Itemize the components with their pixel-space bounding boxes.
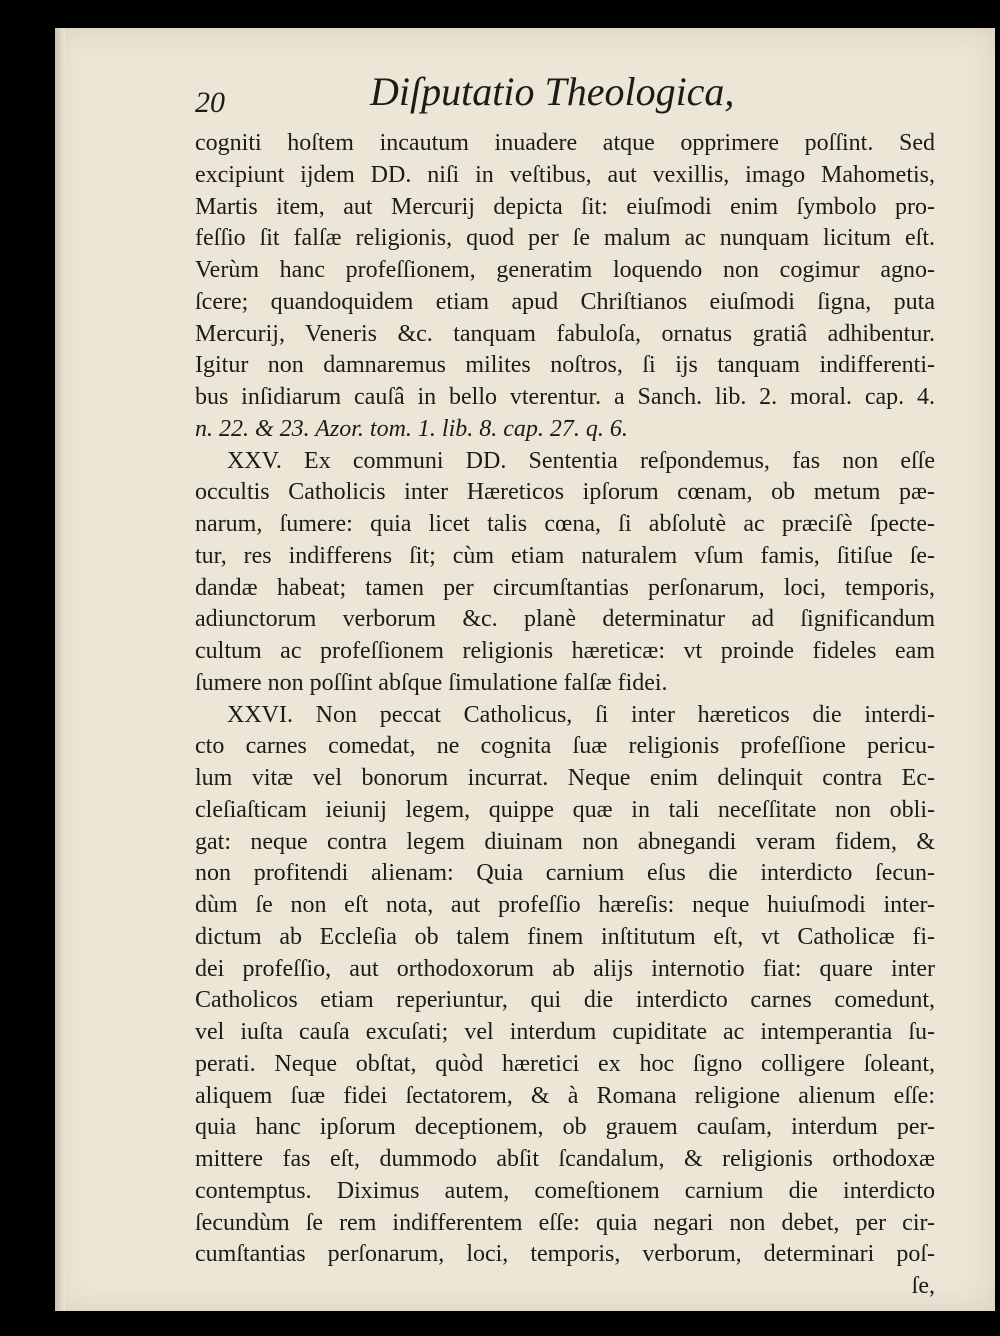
text-line: cultum ac profeſſionem religionis hæreticæ: vt proinde fideles eam <box>195 638 935 664</box>
text-line: cleſiaſticam ieiunij legem, quippe quæ in tali neceſſitate non obli- <box>195 796 935 823</box>
catchword: ſe, <box>911 1273 935 1299</box>
text-line: feſſio ſit falſæ religionis, quod per ſe malum ac nunquam licitum eſt. <box>195 225 935 252</box>
text-line: cto carnes comedat, ne cognita ſuæ religionis profeſſione pericu- <box>195 733 935 760</box>
text-line: tur, res indifferens ſit; cùm etiam naturalem vſum famis, ſitiſue ſe- <box>195 542 935 569</box>
text-line: mittere fas eſt, dummodo abſit ſcandalum, & religionis orthodoxæ <box>195 1146 935 1172</box>
book-page <box>55 28 995 1311</box>
text-line: ſumere non poſſint abſque ſimulatione falſæ fidei. <box>195 669 668 696</box>
text-line: Catholicos etiam reperiuntur, qui die interdicto carnes comedunt, <box>195 987 935 1014</box>
section-xxvi-start: XXVI. Non peccat Catholicus, ſi inter hæreticos die interdi- <box>227 701 935 728</box>
text-line: ſcere; quandoquidem etiam apud Chriſtianos eiuſmodi ſigna, puta <box>195 288 935 315</box>
text-line: lum vitæ vel bonorum incurrat. Neque enim delinquit contra Ec- <box>195 765 935 791</box>
page-number: 20 <box>195 86 225 119</box>
text-line: gat: neque contra legem diuinam non abnegandi veram fidem, & <box>195 828 935 855</box>
text-line: adiunctorum verborum &c. planè determinatur ad ſignificandum <box>195 606 935 633</box>
section-xxv-start: XXV. Ex communi DD. Sententia reſpondemus, fas non eſſe <box>227 447 935 474</box>
text-line: aliquem ſuæ fidei ſectatorem, & à Romana religione alienum eſſe: <box>195 1082 935 1109</box>
text-line: excipiunt ijdem DD. niſi in veſtibus, aut vexillis, imago Mahometis, <box>195 161 935 188</box>
text-line: occultis Catholicis inter Hæreticos ipſorum cœnam, ob metum pæ- <box>195 479 935 506</box>
text-line: quia hanc ipſorum deceptionem, ob grauem cauſam, interdum per- <box>195 1114 935 1141</box>
citation-line: n. 22. & 23. Azor. tom. 1. lib. 8. cap. 27. q. 6. <box>195 415 628 442</box>
text-line: non profitendi alienam: Quia carnium eſus die interdicto ſecun- <box>195 860 935 887</box>
text-line: Martis item, aut Mercurij depicta ſit: eiuſmodi enim ſymbolo pro- <box>195 193 935 220</box>
text-line: vel iuſta cauſa excuſati; vel interdum cupiditate ac intemperantia ſu- <box>195 1019 935 1045</box>
running-title: Diſputatio Theologica, <box>370 69 735 114</box>
text-line: dictum ab Eccleſia ob talem finem inſtitutum eſt, vt Catholicæ fi- <box>195 923 935 950</box>
text-line: ſecundùm ſe rem indifferentem eſſe: quia negari non debet, per cir- <box>195 1209 935 1236</box>
text-line: bus inſidiarum cauſâ in bello vterentur. a Sanch. lib. 2. moral. cap. 4. <box>195 384 935 410</box>
text-line: dei profeſſio, aut orthodoxorum ab alijs internotio fiat: quare inter <box>195 955 935 982</box>
text-line: Igitur non damnaremus milites noſtros, ſi ijs tanquam indifferenti- <box>195 352 935 379</box>
page-gutter-shadow <box>55 28 65 1311</box>
text-line: dùm ſe non eſt nota, aut profeſſio hæreſis: neque huiuſmodi inter- <box>195 892 935 918</box>
body-text <box>195 128 935 1303</box>
text-line: contemptus. Diximus autem, comeſtionem carnium die interdicto <box>195 1177 935 1204</box>
page-header <box>195 68 815 128</box>
text-line: perati. Neque obſtat, quòd hæretici ex hoc ſigno colligere ſoleant, <box>195 1050 935 1077</box>
text-line: dandæ habeat; tamen per circumſtantias perſonarum, loci, temporis, <box>195 574 935 601</box>
text-line: Verùm hanc profeſſionem, generatim loquendo non cogimur agno- <box>195 257 935 283</box>
text-line: cumſtantias perſonarum, loci, temporis, verborum, determinari poſ- <box>195 1241 935 1268</box>
text-line: narum, ſumere: quia licet talis cœna, ſi abſolutè ac præciſè ſpecte- <box>195 511 935 537</box>
text-line: cogniti hoſtem incautum inuadere atque opprimere poſſint. Sed <box>195 130 935 156</box>
text-line: Mercurij, Veneris &c. tanquam fabuloſa, ornatus gratiâ adhibentur. <box>195 320 935 347</box>
